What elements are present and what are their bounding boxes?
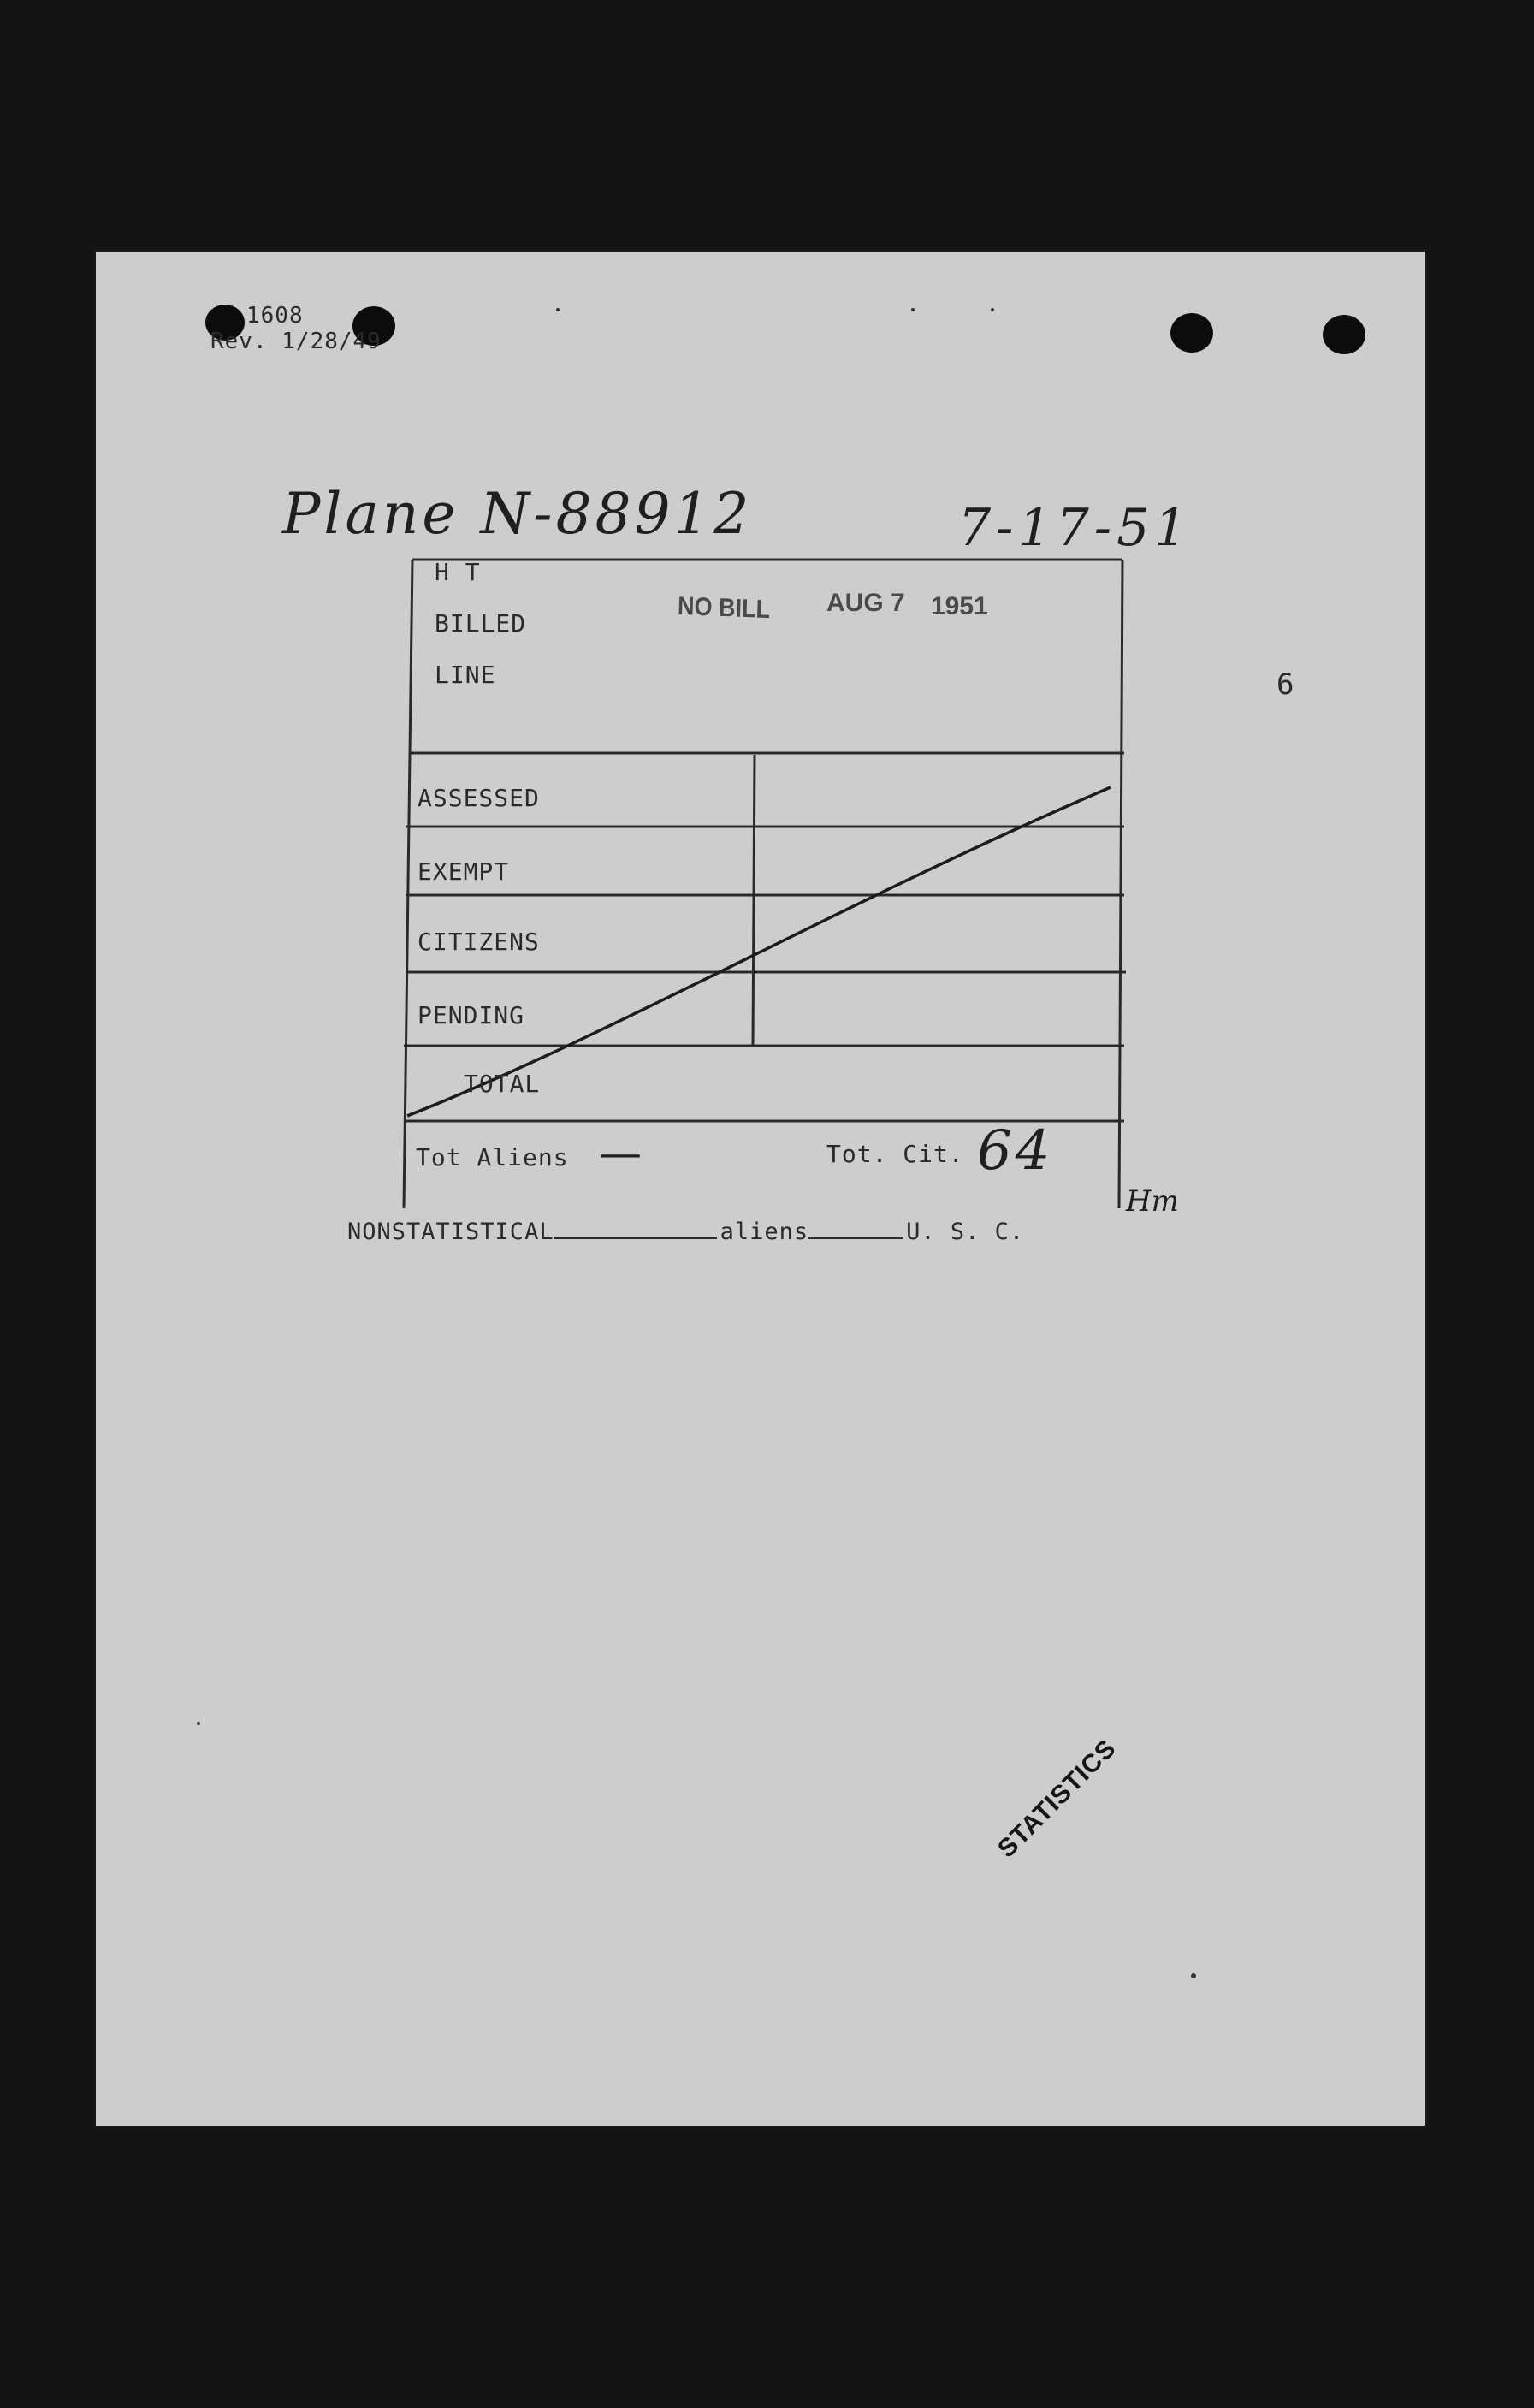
statistics-stamp: STATISTICS [992, 1734, 1122, 1864]
punch-hole [1323, 315, 1365, 354]
aliens-blank [808, 1219, 903, 1239]
no-bill-stamp: NO BILL [677, 591, 771, 625]
table-column-divider [753, 755, 755, 1046]
tot-cit-value: 64 [977, 1119, 1054, 1183]
form-number: 1608 [246, 303, 304, 329]
paper-speck [991, 308, 994, 311]
table-border-right [1119, 560, 1122, 1208]
row-label-citizens: CITIZENS [418, 928, 540, 956]
header-billed: BILLED [435, 609, 527, 638]
nonstatistical-label: NONSTATISTICAL [347, 1219, 554, 1245]
tot-aliens-label: Tot Aliens [416, 1143, 569, 1171]
document-page [94, 250, 1427, 2127]
paper-speck [911, 308, 915, 311]
row-label-assessed: ASSESSED [418, 784, 540, 812]
row-label-pending: PENDING [418, 1001, 525, 1029]
tot-cit-label: Tot. Cit. [826, 1140, 964, 1168]
aliens-label: aliens [720, 1219, 809, 1245]
page-number: 6 [1276, 667, 1295, 702]
handwritten-initials: Hm [1126, 1184, 1179, 1219]
handwritten-date: 7-17-51 [958, 498, 1193, 558]
header-ht: H T [435, 558, 481, 586]
tot-aliens-value: — [599, 1128, 642, 1177]
header-line: LINE [435, 661, 496, 689]
date-stamp: AUG 7 [826, 589, 905, 617]
handwritten-plane: Plane N-88912 [282, 481, 753, 547]
paper-speck [556, 308, 560, 311]
year-stamp: 1951 [931, 592, 988, 620]
nonstatistical-blank [554, 1219, 717, 1239]
table-border-left [404, 560, 412, 1208]
row-label-exempt: EXEMPT [418, 857, 510, 886]
nonstatistical-line [347, 1219, 1024, 1245]
usc-label: U. S. C. [906, 1219, 1025, 1245]
punch-hole [1170, 313, 1213, 353]
form-revision: Rev. 1/28/49 [210, 329, 382, 354]
row-label-total: TOTAL [464, 1070, 541, 1098]
paper-speck [197, 1722, 200, 1725]
form-grid [402, 558, 1126, 1208]
paper-speck [1191, 1973, 1196, 1978]
